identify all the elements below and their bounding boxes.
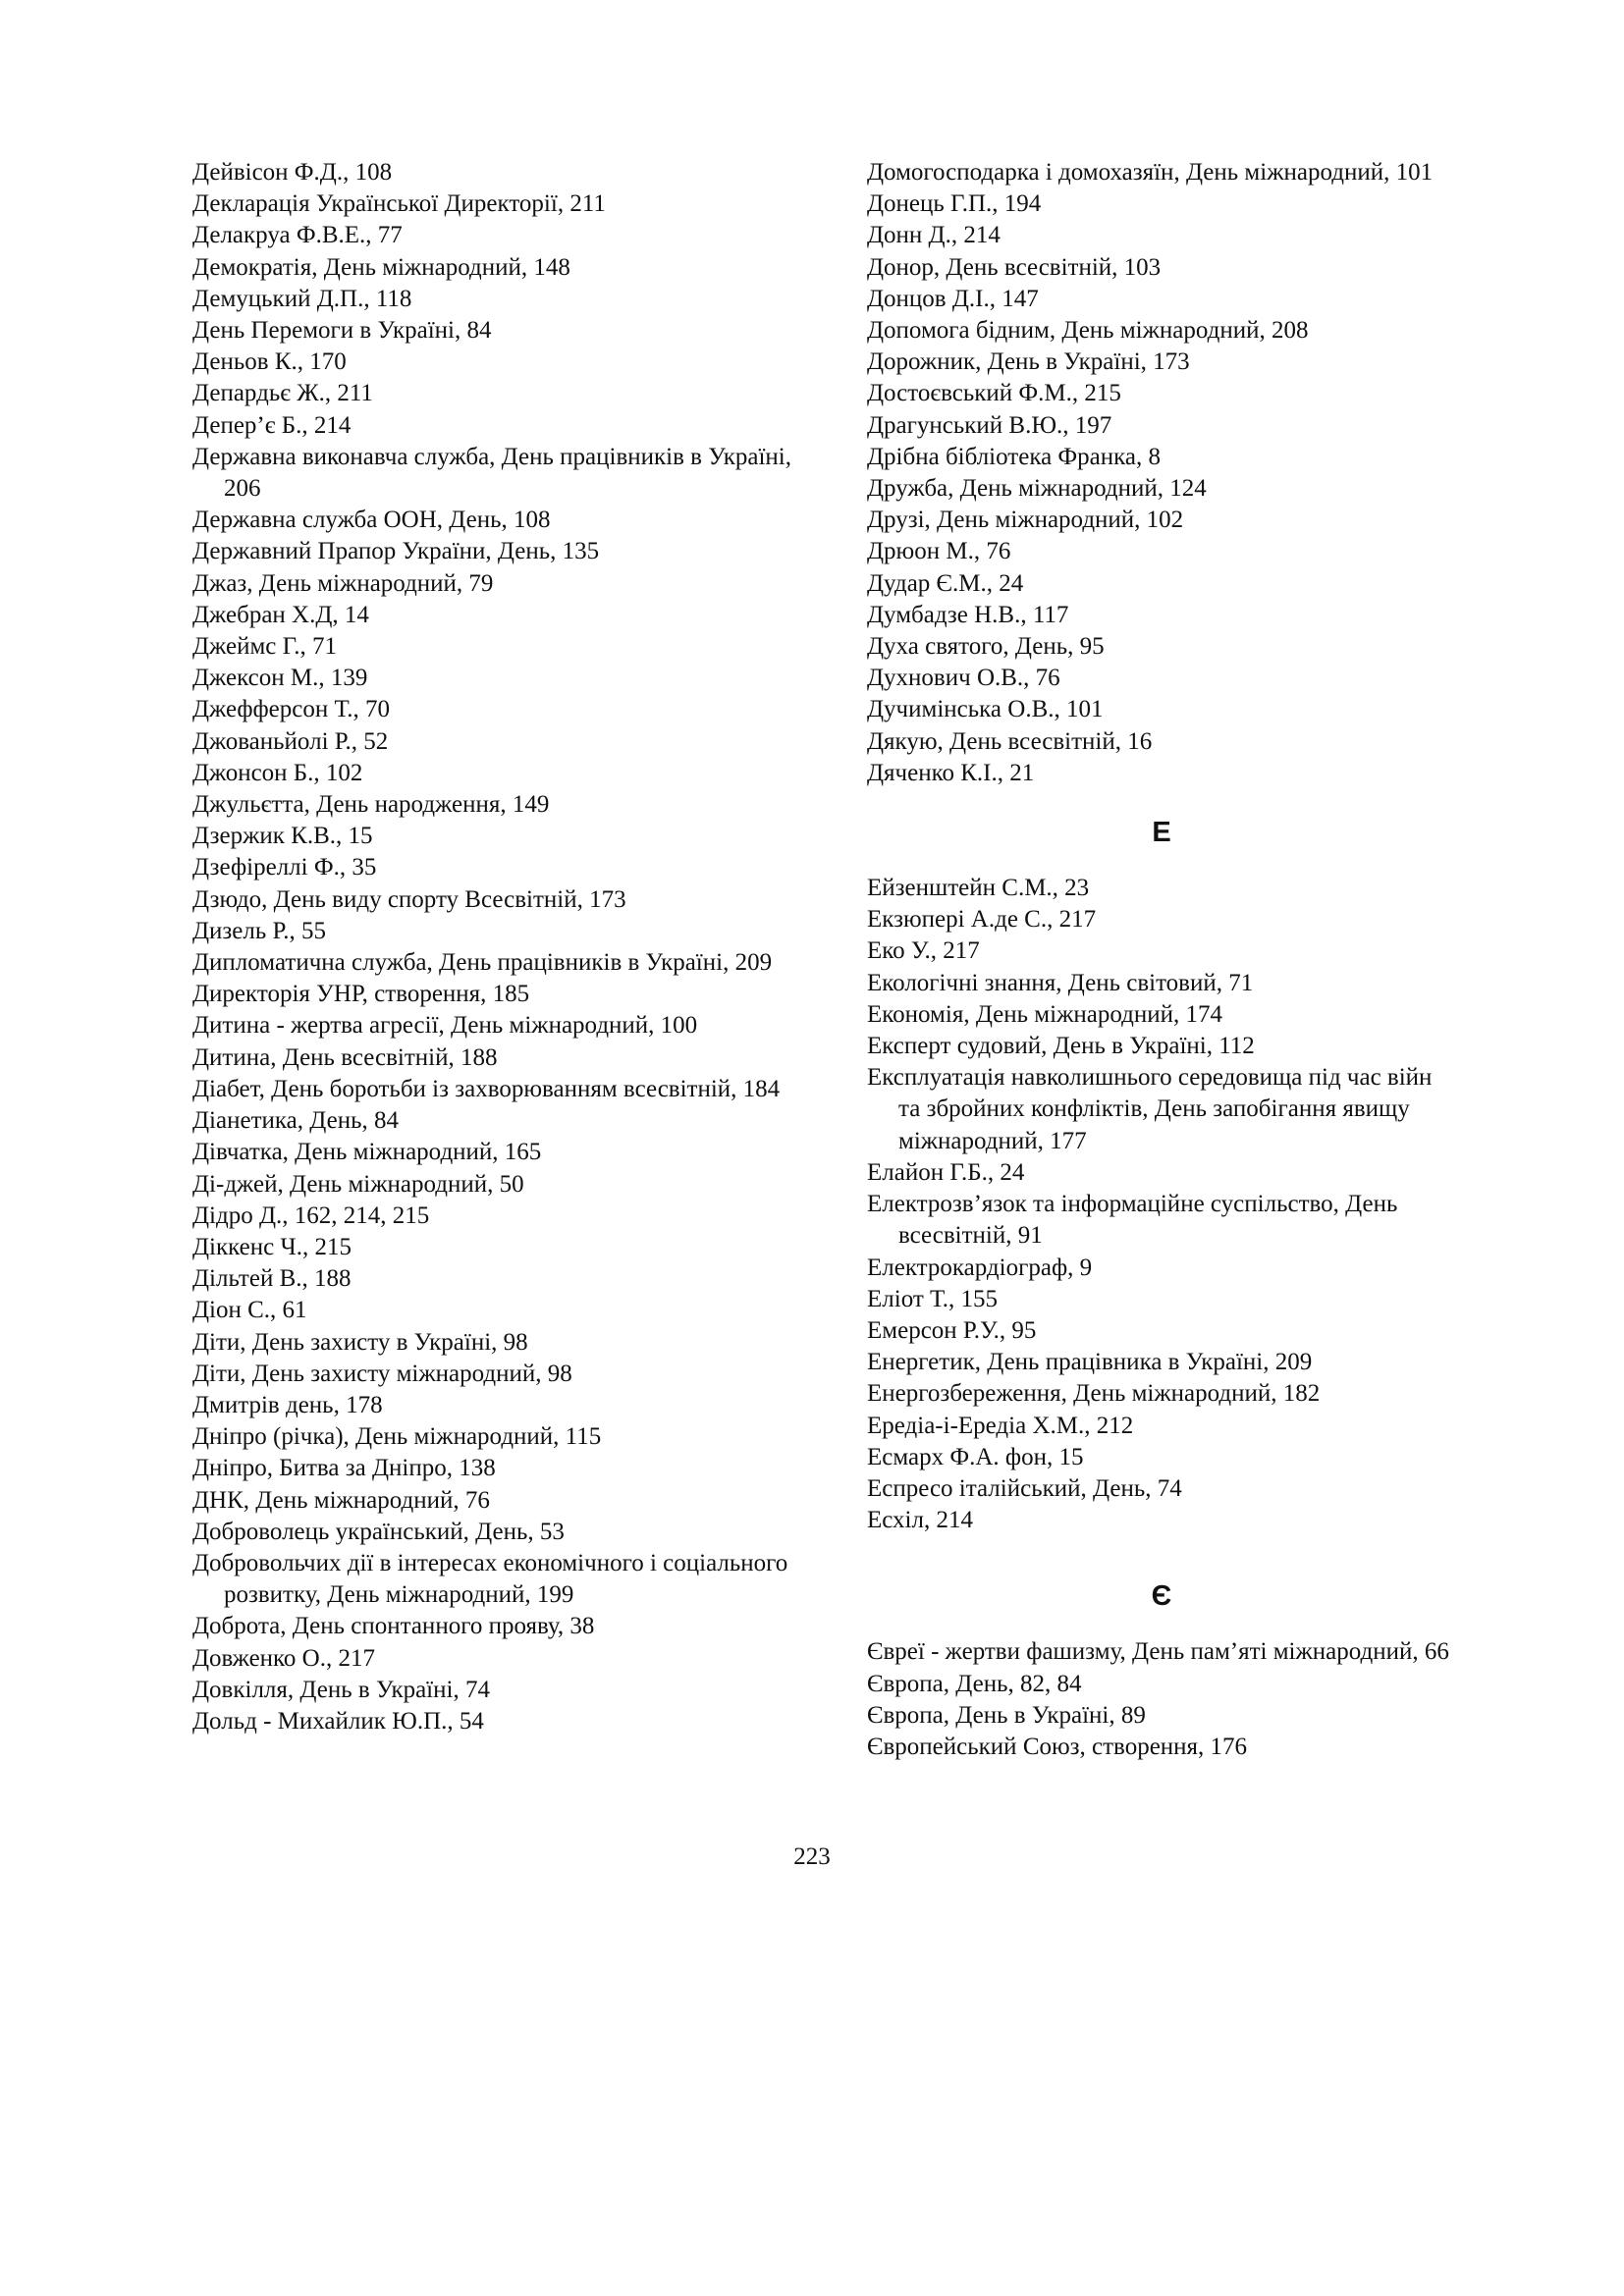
index-entry: Демократія, День міжнародний, 148 xyxy=(192,253,570,281)
index-entry: Домогосподарка і домохазяїн, День міжнародний, 101 xyxy=(867,159,1434,186)
index-entry: Європа, День, 82, 84 xyxy=(867,1670,1082,1697)
index-entry: День Перемоги в Україні, 84 xyxy=(192,317,492,345)
index-entry: Дяченко К.І., 21 xyxy=(867,759,1035,786)
index-entry: Дипломатична служба, День працівників в Україні, 209 xyxy=(192,949,773,977)
index-entry: Електрокардіограф, 9 xyxy=(867,1254,1093,1281)
index-entry: Джованьйолі Р., 52 xyxy=(192,727,389,755)
index-entry: Діабет, День боротьби із захворюванням всесвітній, 184 xyxy=(192,1075,781,1102)
index-entry: Дільтей В., 188 xyxy=(192,1265,352,1293)
index-entry: Еспресо італійський, День, 74 xyxy=(867,1474,1182,1502)
index-entry: Дучимінська О.В., 101 xyxy=(867,696,1104,723)
index-column-right xyxy=(867,157,1456,1763)
index-entry: Дідро Д., 162, 214, 215 xyxy=(192,1201,430,1229)
index-entry: Джульєтта, День народження, 149 xyxy=(192,791,550,819)
index-entry: Духа святого, День, 95 xyxy=(867,633,1105,661)
index-entry: Ередіа-і-Ередіа Х.М., 212 xyxy=(867,1412,1134,1439)
index-entry: Еліот Т., 155 xyxy=(867,1285,999,1312)
index-entry: Донн Д., 214 xyxy=(867,222,1001,249)
index-entry: Європа, День в Україні, 89 xyxy=(867,1701,1146,1729)
index-entry: Експерт судовий, День в Україні, 112 xyxy=(867,1033,1255,1060)
section-letter-heading: Є xyxy=(1151,1580,1172,1613)
index-entry: ДНК, День міжнародний, 76 xyxy=(192,1486,490,1514)
index-entry: Доброволець український, День, 53 xyxy=(192,1518,565,1545)
index-entry: Дівчатка, День міжнародний, 165 xyxy=(192,1139,542,1166)
index-entry: Думбадзе Н.В., 117 xyxy=(867,601,1069,628)
index-entry: Допомога бідним, День міжнародний, 208 xyxy=(867,317,1309,345)
index-entry: Демуцький Д.П., 118 xyxy=(192,285,412,312)
index-entry: Донцов Д.І., 147 xyxy=(867,285,1039,312)
index-entry: Драгунський В.Ю., 197 xyxy=(867,411,1112,439)
index-entry: Джефферсон Т., 70 xyxy=(192,696,390,723)
index-entry: Дніпро (річка), День міжнародний, 115 xyxy=(192,1423,602,1451)
index-entry: Енергетик, День працівника в Україні, 209 xyxy=(867,1349,1313,1376)
index-entry: Державний Прапор України, День, 135 xyxy=(192,538,600,565)
index-entry: Дніпро, Битва за Дніпро, 138 xyxy=(192,1455,496,1482)
index-entry: Дитина - жертва агресії, День міжнародний, 100 xyxy=(192,1012,698,1040)
index-entry: Дейвісон Ф.Д., 108 xyxy=(192,159,393,186)
index-entry: Директорія УНР, створення, 185 xyxy=(192,981,530,1008)
index-entry: Експлуатація навколишнього середовища під час війн та збройних конфліктів, День запобігання явищу міжнародний, 177 xyxy=(867,1064,1433,1154)
index-entry: Донор, День всесвітній, 103 xyxy=(867,253,1162,281)
index-entry: Дзержик К.В., 15 xyxy=(192,823,373,850)
index-entry: Екологічні знання, День світовий, 71 xyxy=(867,969,1254,996)
index-entry: Діти, День захисту міжнародний, 98 xyxy=(192,1360,572,1387)
index-entry: Джаз, День міжнародний, 79 xyxy=(192,569,494,597)
index-entry: Дольд - Михайлик Ю.П., 54 xyxy=(192,1707,484,1735)
index-entry: Державна виконавча служба, День працівників в Україні, 206 xyxy=(192,443,791,503)
index-entry: Друзі, День міжнародний, 102 xyxy=(867,507,1184,534)
index-entry: Джеймс Г., 71 xyxy=(192,633,338,661)
index-entry: Дмитрів день, 178 xyxy=(192,1391,383,1418)
index-entry: Діти, День захисту в Україні, 98 xyxy=(192,1328,528,1356)
index-entry: Довженко О., 217 xyxy=(192,1644,375,1672)
index-entry: Доброта, День спонтанного прояву, 38 xyxy=(192,1613,595,1640)
section-letter-heading: Е xyxy=(1152,817,1171,849)
index-entry: Джебран Х.Д, 14 xyxy=(192,601,369,628)
index-entry: Європейський Союз, створення, 176 xyxy=(867,1733,1248,1760)
index-entry: Джексон М., 139 xyxy=(192,665,368,692)
index-entry: Есхіл, 214 xyxy=(867,1507,973,1534)
index-entry: Діон С., 61 xyxy=(192,1297,307,1324)
index-entry: Достоєвський Ф.М., 215 xyxy=(867,380,1121,407)
index-entry: Ді-джей, День міжнародний, 50 xyxy=(192,1170,524,1198)
index-entry: Джонсон Б., 102 xyxy=(192,759,363,786)
index-entry: Діанетика, День, 84 xyxy=(192,1107,399,1135)
index-entry: Дорожник, День в Україні, 173 xyxy=(867,348,1190,376)
index-entry: Електрозв’язок та інформаційне суспільство, День всесвітній, 91 xyxy=(867,1191,1398,1250)
index-entry: Дудар Є.М., 24 xyxy=(867,569,1024,597)
index-entry: Духнович О.В., 76 xyxy=(867,665,1060,692)
index-entry: Євреї - жертви фашизму, День пам’яті міжнародний, 66 xyxy=(867,1638,1449,1666)
page-number: 223 xyxy=(793,1843,831,1870)
index-entry: Декларація Української Директорії, 211 xyxy=(192,190,606,218)
index-column-left xyxy=(192,157,801,1737)
index-entry: Есмарх Ф.А. фон, 15 xyxy=(867,1443,1084,1470)
index-entry: Державна служба ООН, День, 108 xyxy=(192,507,551,534)
index-entry: Депер’є Б., 214 xyxy=(192,411,352,439)
index-entry: Деньов К., 170 xyxy=(192,348,347,376)
index-entry: Дзефіреллі Ф., 35 xyxy=(192,854,377,881)
index-entry: Дякую, День всесвітній, 16 xyxy=(867,727,1153,755)
index-entry: Дзюдо, День виду спорту Всесвітній, 173 xyxy=(192,885,626,913)
index-entry: Екзюпері А.де С., 217 xyxy=(867,906,1097,934)
index-entry: Дизель Р., 55 xyxy=(192,917,327,944)
index-entry: Емерсон Р.У., 95 xyxy=(867,1316,1037,1344)
index-entry: Довкілля, День в Україні, 74 xyxy=(192,1676,490,1703)
index-entry: Дрібна бібліотека Франка, 8 xyxy=(867,443,1162,470)
index-entry: Добровольчих дії в інтересах економічного і соціального розвитку, День міжнародний, 199 xyxy=(192,1549,788,1609)
index-entry: Делакруа Ф.В.Е., 77 xyxy=(192,222,403,249)
index-entry: Депардьє Ж., 211 xyxy=(192,380,373,407)
index-entry: Дружба, День міжнародний, 124 xyxy=(867,475,1207,503)
index-entry: Дитина, День всесвітній, 188 xyxy=(192,1043,498,1071)
index-entry: Донець Г.П., 194 xyxy=(867,190,1042,218)
index-entry: Енергозбереження, День міжнародний, 182 xyxy=(867,1380,1321,1408)
index-entry: Економія, День міжнародний, 174 xyxy=(867,1000,1222,1028)
index-entry: Елайон Г.Б., 24 xyxy=(867,1158,1025,1186)
index-entry: Діккенс Ч., 215 xyxy=(192,1233,352,1260)
index-entry: Ейзенштейн С.М., 23 xyxy=(867,875,1090,902)
index-entry: Дрюон М., 76 xyxy=(867,538,1011,565)
index-entry: Еко У., 217 xyxy=(867,937,980,965)
